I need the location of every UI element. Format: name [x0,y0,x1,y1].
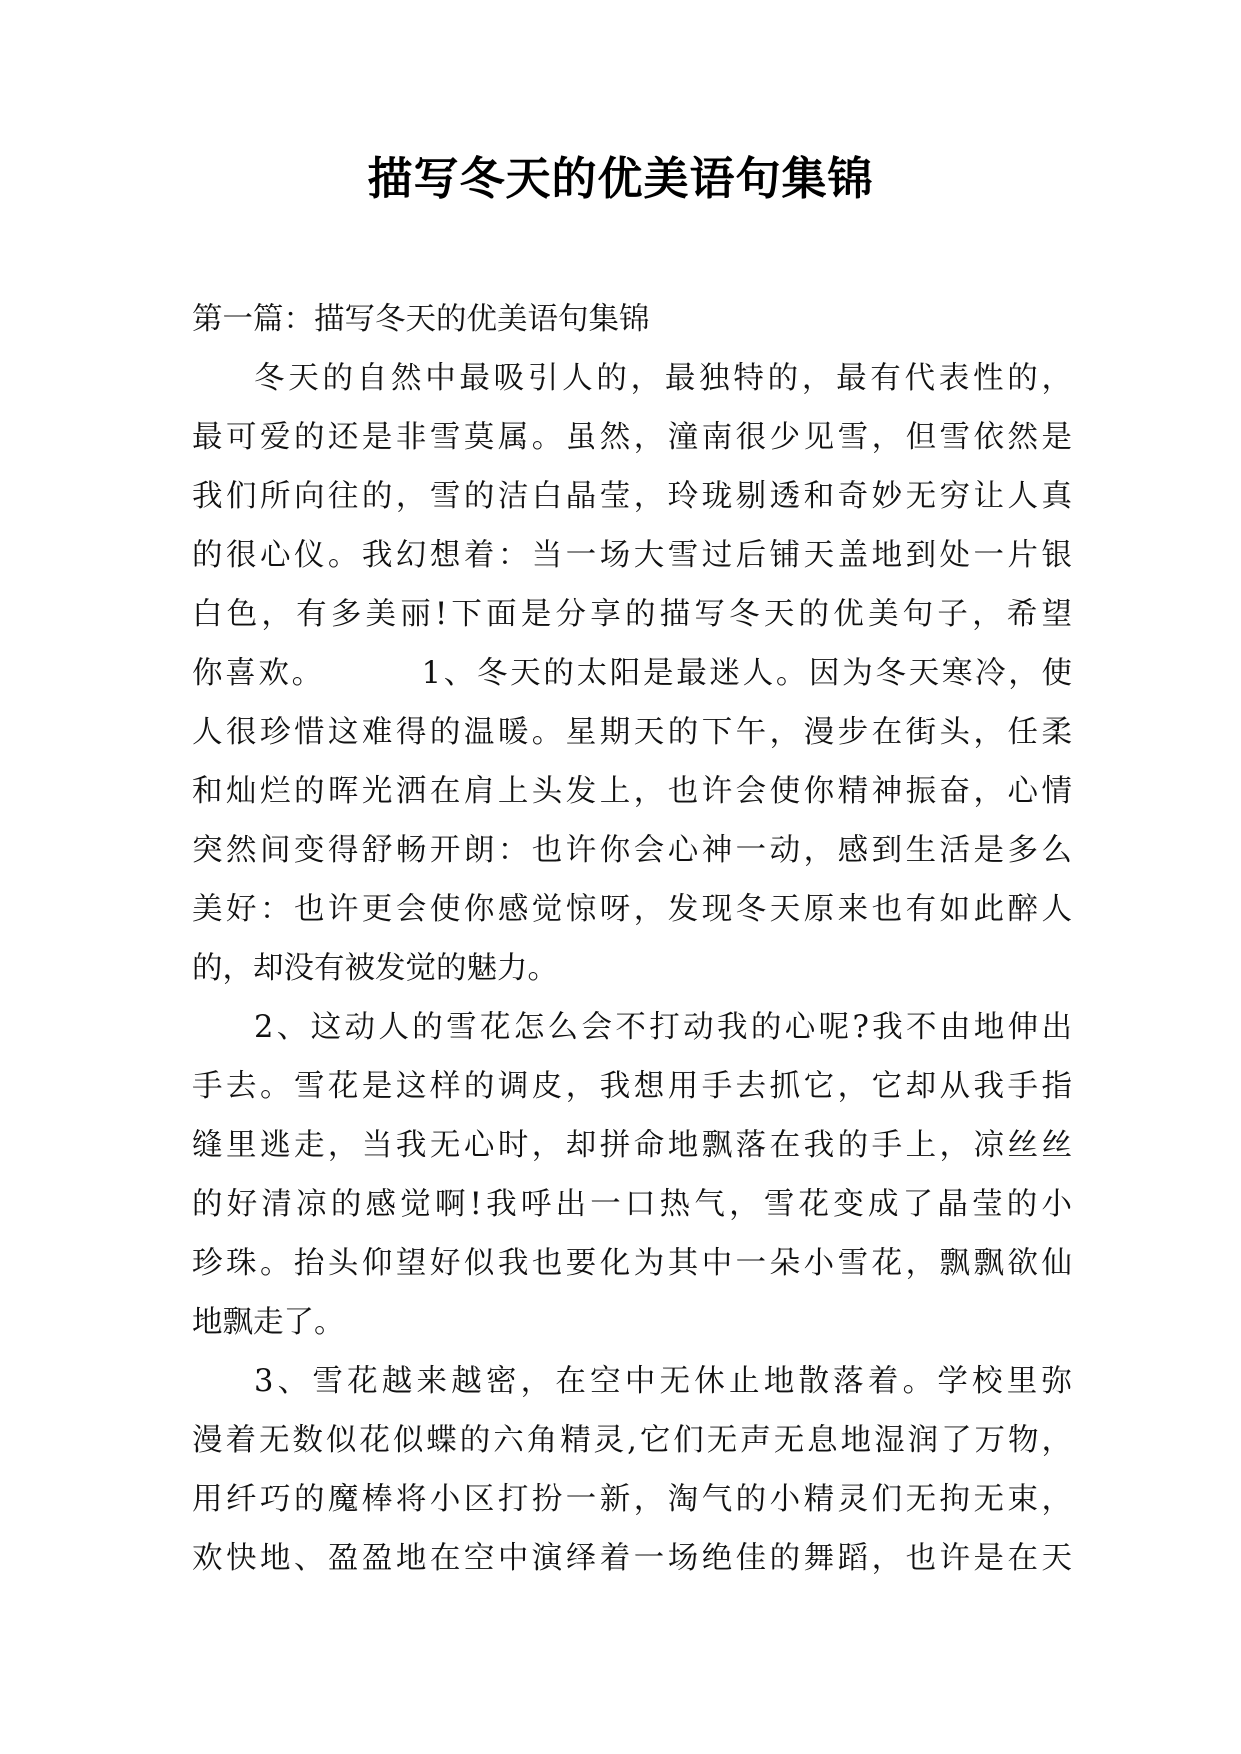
text-line: 的，却没有被发觉的魅力。 [192,951,558,986]
text-line: 你喜欢。 1、冬天的太阳是最迷人。因为冬天寒冷，使 [192,656,1072,691]
text-line: 欢快地、盈盈地在空中演绎着一场绝佳的舞蹈，也许是在天 [192,1541,1072,1576]
document-body [192,290,1072,1588]
text-line: 的好清凉的感觉啊!我呼出一口热气，雪花变成了晶莹的小 [192,1187,1072,1222]
text-line: 美好：也许更会使你感觉惊呀，发现冬天原来也有如此醉人 [192,892,1072,927]
text-line: 冬天的自然中最吸引人的，最独特的，最有代表性的， [254,361,1072,396]
document-title: 描写冬天的优美语句集锦 [367,152,874,205]
text-line: 2、这动人的雪花怎么会不打动我的心呢?我不由地伸出 [254,1010,1072,1045]
text-line: 白色，有多美丽!下面是分享的描写冬天的优美句子，希望 [192,597,1072,632]
text-line: 第一篇：描写冬天的优美语句集锦 [192,302,650,337]
text-line: 用纤巧的魔棒将小区打扮一新，淘气的小精灵们无拘无束， [192,1482,1072,1517]
text-line: 和灿烂的晖光洒在肩上头发上，也许会使你精神振奋，心情 [192,774,1072,809]
text-line: 最可爱的还是非雪莫属。虽然，潼南很少见雪，但雪依然是 [192,420,1072,455]
text-line: 人很珍惜这难得的温暖。星期天的下午，漫步在街头，任柔 [192,715,1072,750]
text-line: 我们所向往的，雪的洁白晶莹，玲珑剔透和奇妙无穷让人真 [192,479,1072,514]
text-line: 3、雪花越来越密，在空中无休止地散落着。学校里弥 [254,1364,1072,1399]
text-line: 手去。雪花是这样的调皮，我想用手去抓它，它却从我手指 [192,1069,1072,1104]
text-line: 的很心仪。我幻想着：当一场大雪过后铺天盖地到处一片银 [192,538,1072,573]
text-line: 珍珠。抬头仰望好似我也要化为其中一朵小雪花，飘飘欲仙 [192,1246,1072,1281]
text-line: 地飘走了。 [192,1305,345,1340]
text-line: 缝里逃走，当我无心时，却拼命地飘落在我的手上，凉丝丝 [192,1128,1072,1163]
text-line: 突然间变得舒畅开朗：也许你会心神一动，感到生活是多么 [192,833,1072,868]
text-line: 漫着无数似花似蝶的六角精灵,它们无声无息地湿润了万物， [192,1423,1072,1458]
